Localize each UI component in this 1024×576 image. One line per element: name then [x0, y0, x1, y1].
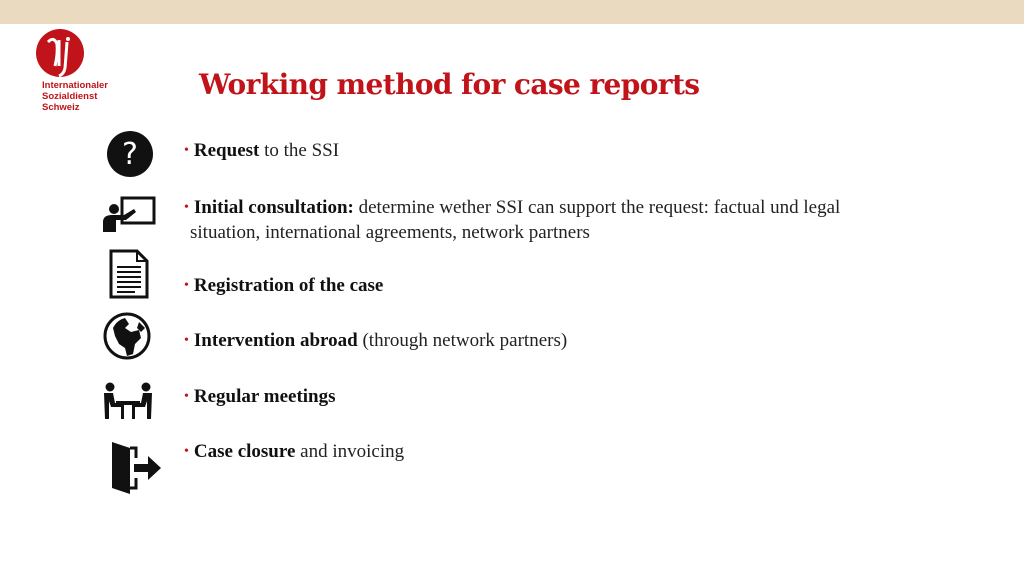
- bullet: •: [184, 200, 189, 215]
- step-bold: Registration of the case: [193, 275, 384, 296]
- consultation-icon: [100, 195, 158, 235]
- step-bold: Initial consultation:: [193, 197, 354, 218]
- step-bold: Case closure: [193, 441, 296, 462]
- step-bold: Regular meetings: [193, 386, 336, 407]
- logo-line-1: Internationaler: [42, 80, 108, 91]
- bullet: •: [184, 278, 189, 293]
- step-case-closure: [184, 440, 964, 465]
- bullet: •: [184, 389, 189, 404]
- step-text: determine wether SSI can support the request: factual und legal: [353, 197, 841, 218]
- bullet: •: [184, 333, 189, 348]
- step-regular-meetings: [184, 385, 964, 410]
- svg-text:?: ?: [122, 137, 138, 172]
- logo-line-2: Sozialdienst: [42, 91, 98, 102]
- ssi-logo-text: [42, 80, 108, 113]
- step-registration: [184, 274, 964, 299]
- logo-line-3: Schweiz: [42, 102, 80, 113]
- ssi-logo: [34, 28, 144, 114]
- top-banner: [0, 0, 1024, 24]
- step-text: and invoicing: [295, 441, 405, 462]
- step-text: to the SSI: [259, 140, 340, 161]
- step-bold: Intervention abroad: [193, 330, 358, 351]
- step-bold: Request: [193, 140, 260, 161]
- step-initial-consultation: [184, 196, 964, 244]
- globe-icon: [103, 312, 151, 360]
- step-text-continuation: situation, international agreements, network partners: [190, 222, 590, 243]
- question-circle-icon: [106, 130, 154, 178]
- document-icon: [109, 249, 149, 299]
- bullet: •: [184, 143, 189, 158]
- meeting-icon: [101, 381, 155, 421]
- bullet: •: [184, 444, 189, 459]
- step-text: (through network partners): [357, 330, 568, 351]
- step-intervention-abroad: [184, 329, 964, 354]
- exit-door-icon: [110, 440, 164, 496]
- ssi-logo-icon: [34, 28, 90, 80]
- step-request: [184, 139, 964, 164]
- page-title: Working method for case reports: [199, 68, 700, 101]
